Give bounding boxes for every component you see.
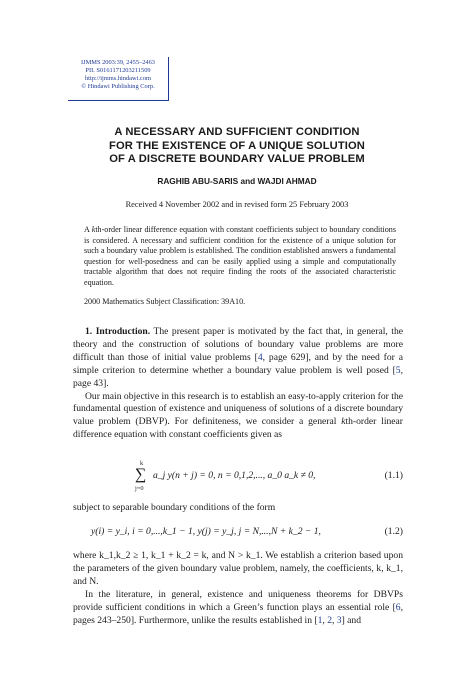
citation-link[interactable]: 3 (336, 614, 342, 626)
intro-p2-b: th-order linear difference equation with constant coefficients given as (73, 416, 404, 441)
abstract (84, 225, 396, 289)
paper-title (0, 126, 474, 167)
equation-1-1-expr: a_j y(n + j) = 0, n = 0,1,2,..., a_0 a_k ≠ 0, (153, 470, 316, 481)
paragraph-where: where k_1,k_2 ≥ 1, k_1 + k_2 = k, and N > k_1. We establish a criterion based upon the parameters of the given boundary value problem, namely, the coefficients, k, k_1, and N. (73, 550, 403, 587)
lit-text-c: ] and (341, 614, 362, 626)
subject-line (73, 502, 403, 515)
subject-line-text: subject to separable boundary conditions of the form (73, 502, 276, 513)
equation-1-2 (73, 524, 403, 542)
lit-text-a: In the literature, in general, existence and uniqueness theorems for DBVPs provide sufficient conditions in which a Green’s function plays an essential role [ (73, 588, 403, 613)
intro-section (73, 326, 403, 442)
abstract-k: k (91, 225, 96, 234)
journal-pii: PII. S0161171203211509 (85, 67, 151, 74)
equation-1-2-expr: y(i) = y_i, i = 0,...,k_1 − 1, y(j) = y_j, j = N,...,N + k_2 − 1, (91, 526, 321, 537)
section-heading: 1. Introduction. (85, 326, 151, 337)
journal-url[interactable]: http://ijmms.hindawi.com (84, 75, 152, 82)
sum-upper-limit: k (140, 460, 144, 467)
intro-p2-a: Our main objective in this research is to establish an easy-to-apply criterion for the fundamental question of existence and uniqueness of solutions of a discrete boundary value problem (DBVP). For definiteness, we consider a general (73, 390, 403, 428)
journal-copyright: © Hindawi Publishing Corp. (81, 83, 155, 90)
intro-p1-b: , page 629], and by the need for a simple criterion to determine whether a boundary value problem is well posed [ (73, 351, 404, 376)
equation-number: (1.2) (384, 526, 403, 537)
citation-link[interactable]: 5 (395, 364, 401, 376)
lit-text-b: , pages 243–250]. Furthermore, unlike the results established in [ (73, 601, 403, 626)
authors: RAGHIB ABU-SARIS and WAJDI AHMAD (157, 176, 317, 186)
citation-link[interactable]: 2 (327, 614, 332, 626)
body-continued (73, 550, 403, 627)
msc-classification: 2000 Mathematics Subject Classification: 39A10. (84, 297, 246, 306)
intro-p1-a: The present paper is motivated by the fact that, in general, the theory and the construction of solutions of boundary value problems are more difficult than those of initial value problems [ (73, 326, 403, 363)
abstract-text-b: th-order linear difference equation with constant coefficients subject to boundary conditions is considered. A necessary and sufficient condition for the existence of a unique solution for such a boundary value problem is established. The condition established answers a fundamental question for well-posedness and can be easily applied using a simple and computationally tractable algorithm that does not require finding the roots of the associated characteristic equation. (84, 225, 396, 287)
paragraph-literature: In the literature, in general, existence and uniqueness theorems for DBVPs provide sufficient conditions in which a Green’s function plays an essential role [6, pages 243–250]. Furthermore, unlike the results established in [1, 2, 3] and (73, 588, 403, 626)
title-line-1: A NECESSARY AND SUFFICIENT CONDITION (114, 126, 360, 138)
journal-citation: IJMMS 2003:39, 2455–2463 (80, 59, 156, 66)
citation-link[interactable]: 1 (317, 614, 323, 626)
equation-1-1 (73, 458, 403, 498)
received-date: Received 4 November 2002 and in revised form 25 February 2003 (125, 200, 349, 209)
intro-p1-c: , page 43]. (73, 364, 403, 389)
equation-number: (1.1) (384, 470, 403, 481)
sigma-symbol: ∑ (135, 466, 147, 483)
title-line-3: OF A DISCRETE BOUNDARY VALUE PROBLEM (109, 153, 365, 165)
sum-lower-limit: j=0 (135, 485, 144, 492)
citation-link[interactable]: 4 (257, 351, 263, 363)
title-line-2: FOR THE EXISTENCE OF A UNIQUE SOLUTION (109, 139, 365, 152)
journal-info-box (68, 57, 169, 101)
abstract-text-a: A (84, 225, 92, 234)
citation-link[interactable]: 6 (395, 601, 401, 613)
intro-p2-k: k (341, 416, 346, 428)
